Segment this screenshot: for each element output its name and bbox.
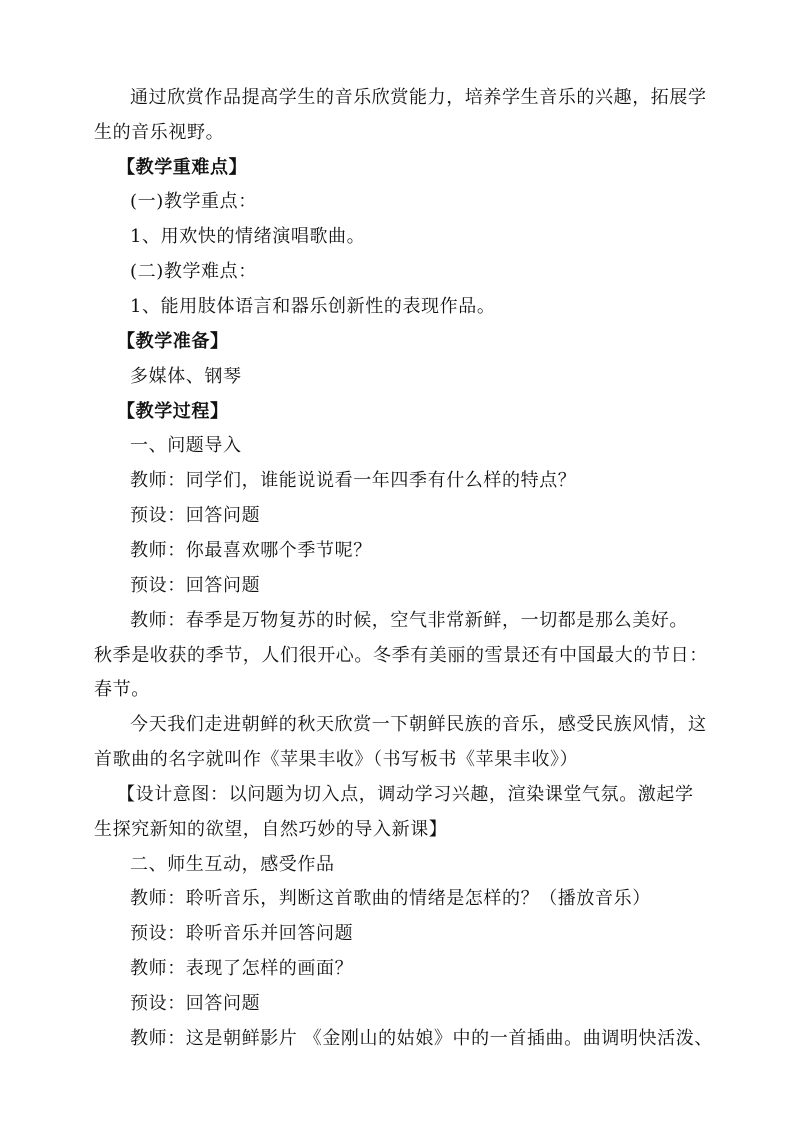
paragraph-line: 多媒体、钢琴 xyxy=(130,366,242,387)
paragraph-line: 今天我们走进朝鲜的秋天欣赏一下朝鲜民族的音乐，感受民族风情，这 xyxy=(130,714,707,735)
dialogue-line: 预设：回答问题 xyxy=(130,505,261,526)
dialogue-line: 教师：表现了怎样的画面？ xyxy=(130,958,354,979)
dialogue-line: 预设：聆听音乐并回答问题 xyxy=(130,923,354,944)
dialogue-line: 教师：你最喜欢哪个季节呢？ xyxy=(130,540,372,561)
dialogue-line: 教师：这是朝鲜影片 《金刚山的姑娘》中的一首插曲。曲调明快活泼、 xyxy=(130,1028,713,1049)
paragraph-line: 春节。 xyxy=(94,679,150,700)
section-heading: 【教学准备】 xyxy=(117,331,229,352)
design-intent-note: 生探究新知的欲望，自然巧妙的导入新课】 xyxy=(94,819,448,840)
list-item: 1、能用肢体语言和器乐创新性的表现作品。 xyxy=(130,296,496,317)
dialogue-line: 预设：回答问题 xyxy=(130,993,261,1014)
subheading: (一)教学重点： xyxy=(130,191,257,212)
section-heading: 【教学重难点】 xyxy=(117,157,248,178)
subheading: (二)教学难点： xyxy=(130,261,257,282)
dialogue-line: 教师：同学们，谁能说说看一年四季有什么样的特点？ xyxy=(130,470,577,491)
dialogue-line: 预设：回答问题 xyxy=(130,575,261,596)
section-heading: 【教学过程】 xyxy=(117,401,229,422)
subheading: 一、问题导入 xyxy=(130,435,242,456)
dialogue-line: 教师：聆听音乐，判断这首歌曲的情绪是怎样的？（播放音乐） xyxy=(130,888,651,909)
subheading: 二、师生互动，感受作品 xyxy=(130,854,335,875)
design-intent-note: 【设计意图：以问题为切入点，调动学习兴趣，渲染课堂气氛。激起学 xyxy=(117,784,694,805)
paragraph-line: 生的音乐视野。 xyxy=(94,122,225,143)
paragraph-line: 秋季是收获的季节，人们很开心。冬季有美丽的雪景还有中国最大的节日： xyxy=(94,645,708,666)
list-item: 1、用欢快的情绪演唱歌曲。 xyxy=(130,226,366,247)
dialogue-line: 教师：春季是万物复苏的时候，空气非常新鲜，一切都是那么美好。 xyxy=(130,610,688,631)
paragraph-line: 首歌曲的名字就叫作《苹果丰收》（书写板书《苹果丰收》） xyxy=(94,749,579,770)
paragraph-line: 通过欣赏作品提高学生的音乐欣赏能力，培养学生音乐的兴趣，拓展学 xyxy=(130,87,707,108)
